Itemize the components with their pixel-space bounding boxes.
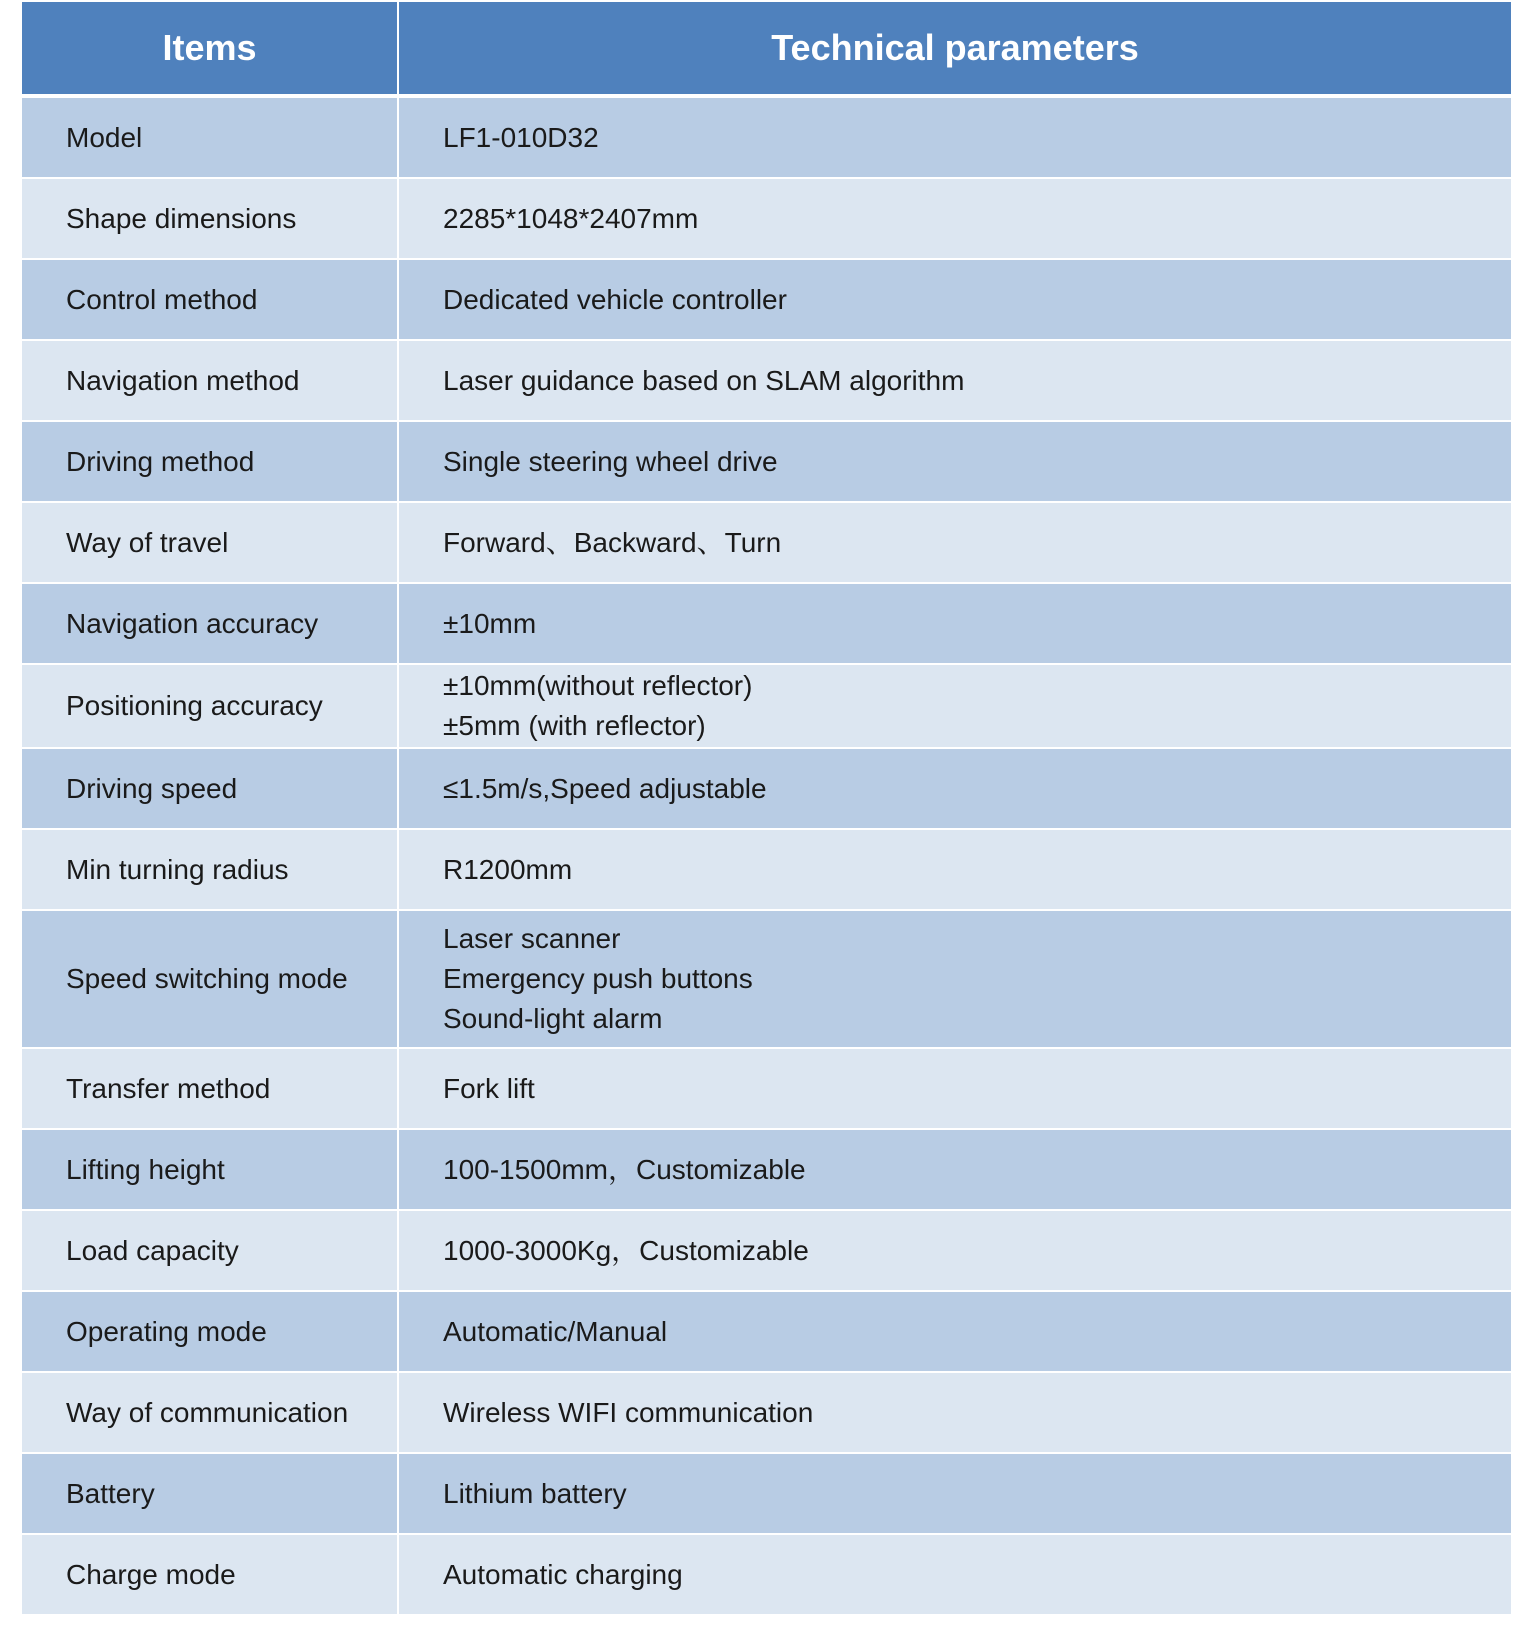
item-label: Lifting height: [66, 1153, 225, 1185]
item-cell: [22, 178, 398, 259]
table-header-row: [22, 2, 1511, 96]
value-cell: [398, 748, 1511, 829]
value-cell: [398, 1372, 1511, 1453]
value-line: 100-1500mm，Customizable: [443, 1153, 806, 1185]
value-cell: [398, 1129, 1511, 1210]
value-line: ±10mm: [443, 607, 537, 639]
table-row: [22, 1048, 1511, 1129]
table-row: [22, 583, 1511, 664]
value-cell: [398, 1453, 1511, 1534]
item-cell: [22, 340, 398, 421]
value-cell: [398, 1048, 1511, 1129]
table-row: [22, 1210, 1511, 1291]
item-label: Shape dimensions: [66, 202, 297, 234]
spec-table-body: [22, 96, 1511, 1615]
value-line: Single steering wheel drive: [443, 445, 778, 477]
value-cell: [398, 664, 1511, 748]
item-label: Way of travel: [66, 526, 229, 558]
item-cell: [22, 829, 398, 910]
item-label: Model: [66, 121, 143, 153]
item-cell: [22, 1129, 398, 1210]
value-line: Sound-light alarm: [443, 1003, 663, 1034]
item-label: Charge mode: [66, 1558, 236, 1590]
item-label: Positioning accuracy: [66, 690, 323, 721]
value-line: Wireless WIFI communication: [443, 1396, 814, 1428]
value-cell: [398, 1291, 1511, 1372]
value-line: Dedicated vehicle controller: [443, 283, 787, 315]
item-cell: [22, 748, 398, 829]
table-row: [22, 664, 1511, 748]
value-cell: [398, 829, 1511, 910]
item-cell: [22, 1372, 398, 1453]
item-label: Battery: [66, 1477, 155, 1509]
table-row: [22, 829, 1511, 910]
table-row: [22, 1372, 1511, 1453]
item-label: Speed switching mode: [66, 963, 348, 994]
value-line: Forward、Backward、Turn: [443, 526, 782, 558]
item-cell: [22, 1048, 398, 1129]
value-line: ≤1.5m/s,Speed adjustable: [443, 772, 767, 804]
item-cell: [22, 664, 398, 748]
item-cell: [22, 1210, 398, 1291]
table-row: [22, 910, 1511, 1048]
item-label: Navigation accuracy: [66, 607, 319, 639]
item-cell: [22, 910, 398, 1048]
item-label: Driving speed: [66, 772, 238, 804]
table-row: [22, 178, 1511, 259]
column-header-technical-parameters: Technical parameters: [398, 2, 1511, 96]
value-line: 2285*1048*2407mm: [443, 202, 699, 234]
value-line: 1000-3000Kg，Customizable: [443, 1234, 809, 1266]
spec-table: [22, 2, 1511, 1616]
item-label: Operating mode: [66, 1315, 267, 1347]
table-row: [22, 1129, 1511, 1210]
value-line: ±10mm(without reflector): [443, 670, 753, 701]
item-cell: [22, 502, 398, 583]
table-row: [22, 1291, 1511, 1372]
item-label: Driving method: [66, 445, 255, 477]
table-row: [22, 1534, 1511, 1615]
table-row: [22, 96, 1511, 178]
item-cell: [22, 1291, 398, 1372]
item-cell: [22, 1534, 398, 1615]
value-line: R1200mm: [443, 853, 573, 885]
value-line: Automatic charging: [443, 1558, 683, 1590]
table-row: [22, 502, 1511, 583]
value-line: Laser guidance based on SLAM algorithm: [443, 364, 965, 396]
item-cell: [22, 1453, 398, 1534]
value-line: ±5mm (with reflector): [443, 710, 706, 741]
value-line: Emergency push buttons: [443, 963, 753, 994]
table-row: [22, 748, 1511, 829]
item-label: Load capacity: [66, 1234, 239, 1266]
value-cell: [398, 178, 1511, 259]
value-line: Laser scanner: [443, 923, 621, 954]
item-label: Navigation method: [66, 364, 300, 396]
value-cell: [398, 340, 1511, 421]
value-cell: [398, 583, 1511, 664]
item-label: Min turning radius: [66, 853, 289, 885]
item-cell: [22, 583, 398, 664]
value-cell: [398, 1210, 1511, 1291]
table-row: [22, 1453, 1511, 1534]
table-row: [22, 421, 1511, 502]
item-cell: [22, 96, 398, 178]
value-cell: [398, 910, 1511, 1048]
table-row: [22, 259, 1511, 340]
value-cell: [398, 421, 1511, 502]
value-line: Lithium battery: [443, 1477, 627, 1509]
item-label: Control method: [66, 283, 258, 315]
value-cell: [398, 96, 1511, 178]
value-cell: [398, 1534, 1511, 1615]
item-label: Way of communication: [66, 1396, 349, 1428]
column-header-items: Items: [22, 2, 398, 96]
value-cell: [398, 259, 1511, 340]
table-row: [22, 340, 1511, 421]
item-label: Transfer method: [66, 1072, 271, 1104]
value-line: LF1-010D32: [443, 121, 599, 153]
value-cell: [398, 502, 1511, 583]
value-line: Fork lift: [443, 1072, 535, 1104]
item-cell: [22, 259, 398, 340]
item-cell: [22, 421, 398, 502]
value-line: Automatic/Manual: [443, 1315, 668, 1347]
